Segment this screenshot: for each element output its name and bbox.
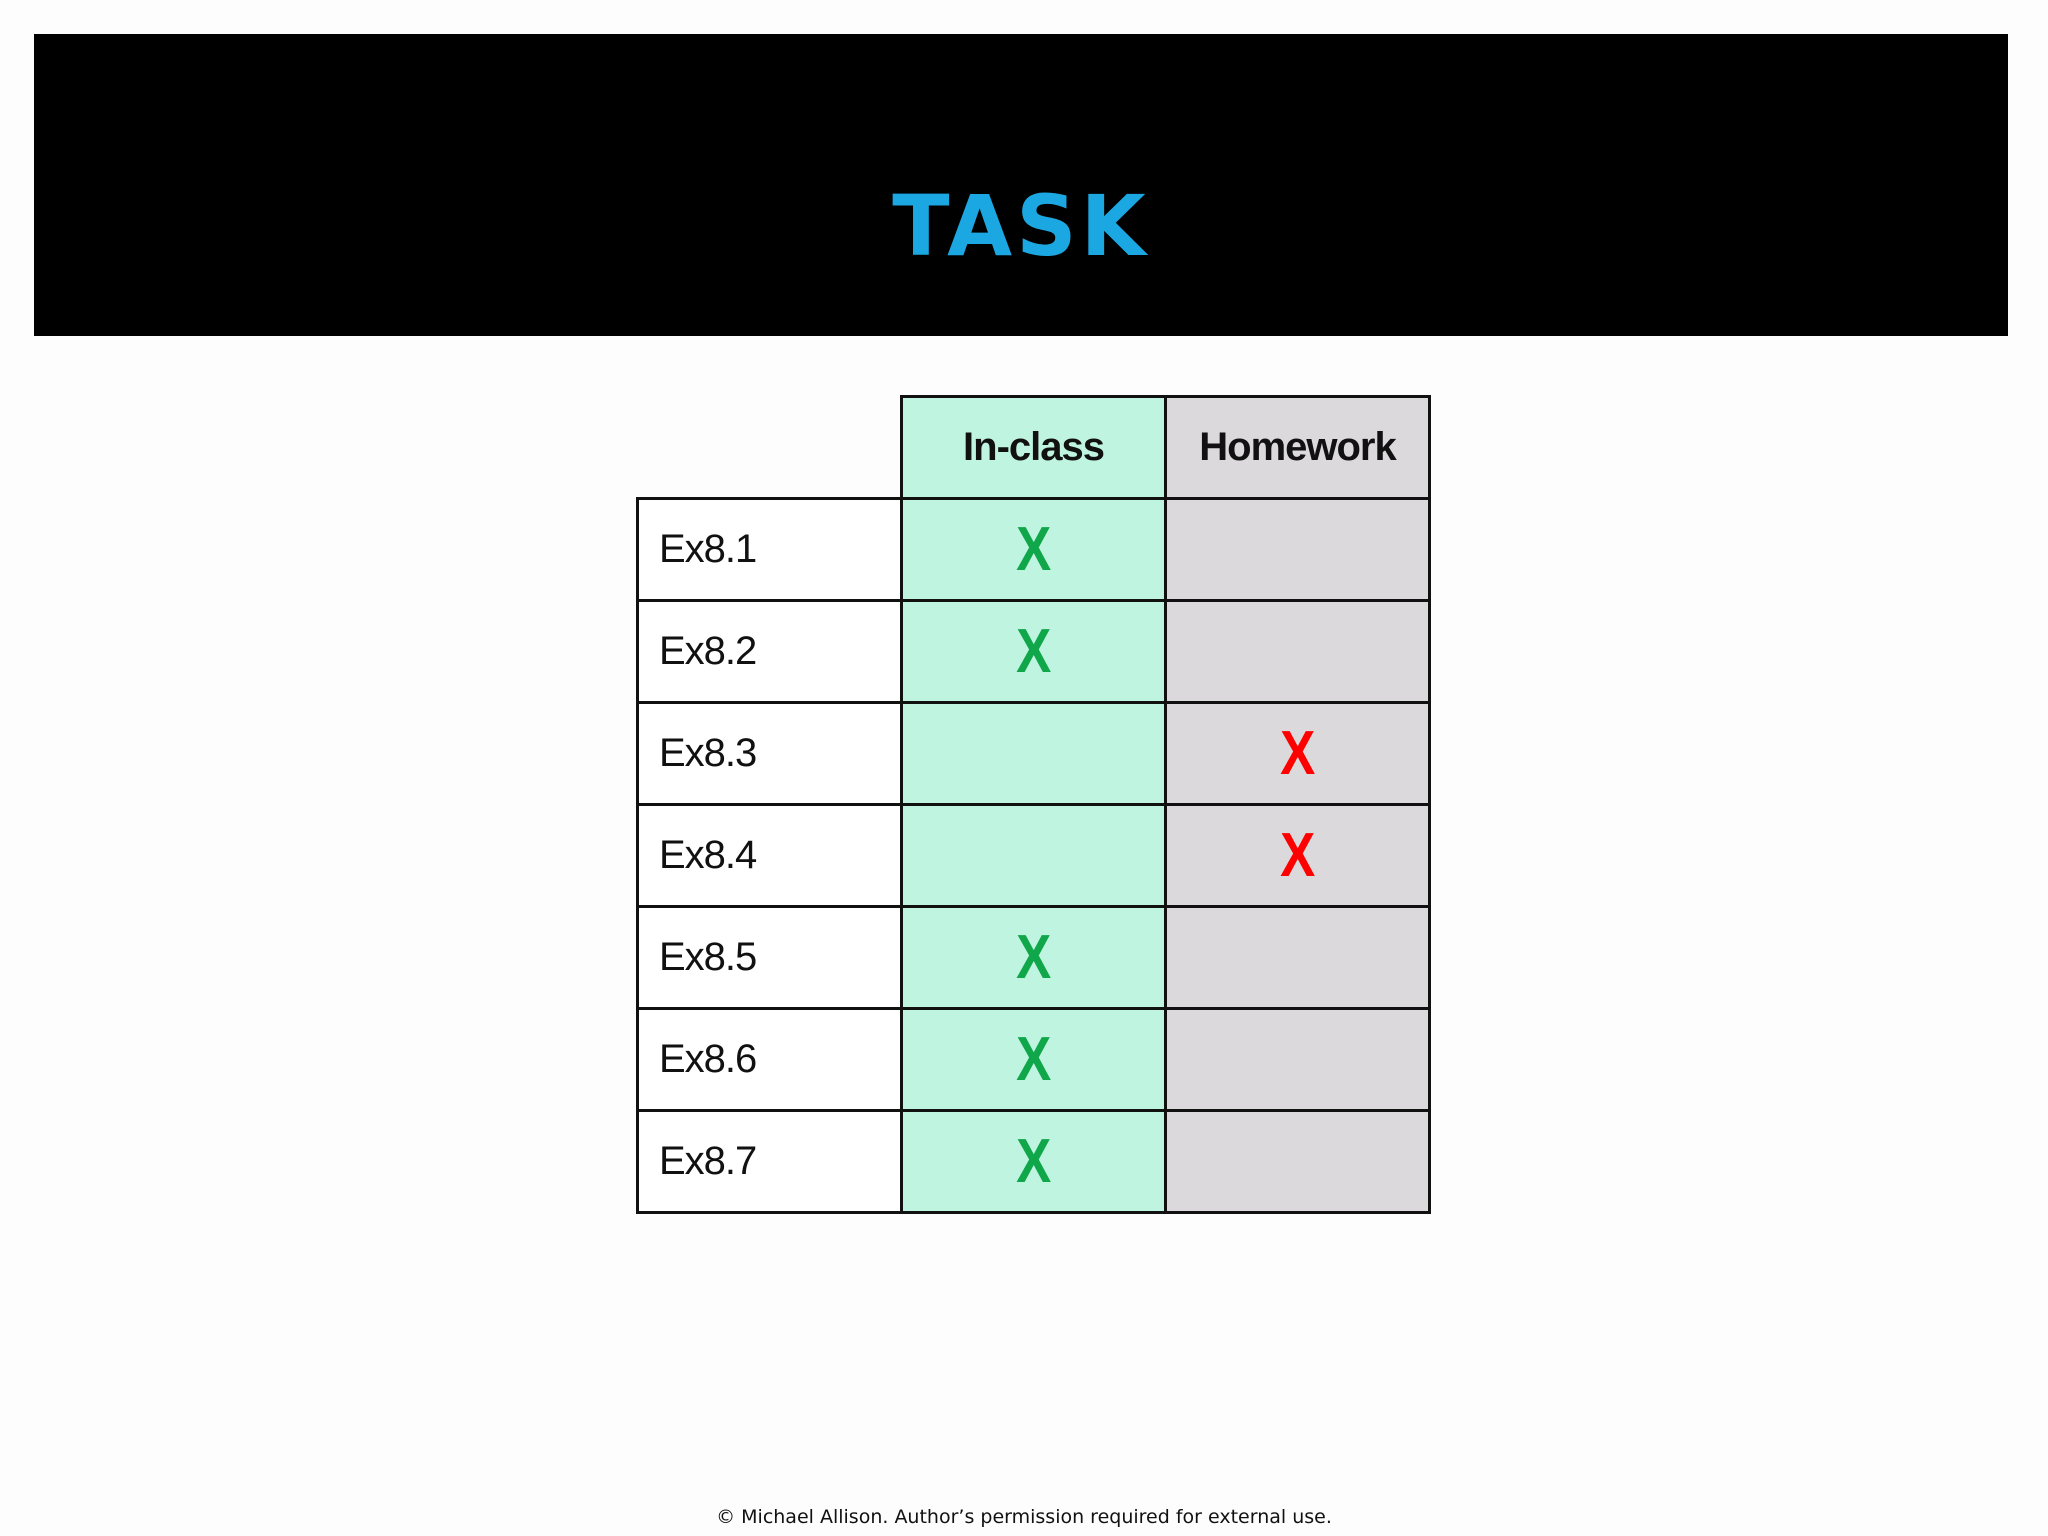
inclass-cell: [902, 805, 1166, 907]
table-row: [638, 499, 1430, 601]
homework-cell: [1166, 1009, 1430, 1111]
homework-cell: [1166, 805, 1430, 907]
table-row: [638, 1111, 1430, 1213]
inclass-mark: X: [1015, 1126, 1052, 1196]
table-row: [638, 805, 1430, 907]
homework-cell: [1166, 499, 1430, 601]
table-row: [638, 703, 1430, 805]
row-label: Ex8.6: [638, 1009, 902, 1111]
inclass-cell: [902, 703, 1166, 805]
inclass-cell: [902, 1111, 1166, 1213]
row-label: Ex8.1: [638, 499, 902, 601]
table-row: [638, 601, 1430, 703]
table-corner-cell: [638, 397, 902, 499]
table-row: [638, 907, 1430, 1009]
table-row: [638, 1009, 1430, 1111]
homework-cell: [1166, 1111, 1430, 1213]
slide-title: TASK: [892, 177, 1150, 275]
homework-mark: X: [1279, 820, 1316, 890]
inclass-mark: X: [1015, 616, 1052, 686]
task-table: [636, 395, 1431, 1214]
row-label: Ex8.2: [638, 601, 902, 703]
row-label: Ex8.3: [638, 703, 902, 805]
inclass-cell: [902, 1009, 1166, 1111]
inclass-cell: [902, 499, 1166, 601]
header-homework: Homework: [1166, 397, 1430, 499]
table-header-row: [638, 397, 1430, 499]
homework-cell: [1166, 907, 1430, 1009]
inclass-cell: [902, 601, 1166, 703]
homework-cell: [1166, 601, 1430, 703]
copyright-footer: © Michael Allison. Author’s permission required for external use.: [716, 1506, 1332, 1528]
homework-mark: X: [1279, 718, 1316, 788]
row-label: Ex8.5: [638, 907, 902, 1009]
header-inclass: In-class: [902, 397, 1166, 499]
title-bar: [34, 34, 2008, 336]
inclass-mark: X: [1015, 1024, 1052, 1094]
inclass-mark: X: [1015, 922, 1052, 992]
row-label: Ex8.7: [638, 1111, 902, 1213]
row-label: Ex8.4: [638, 805, 902, 907]
inclass-mark: X: [1015, 514, 1052, 584]
homework-cell: [1166, 703, 1430, 805]
inclass-cell: [902, 907, 1166, 1009]
